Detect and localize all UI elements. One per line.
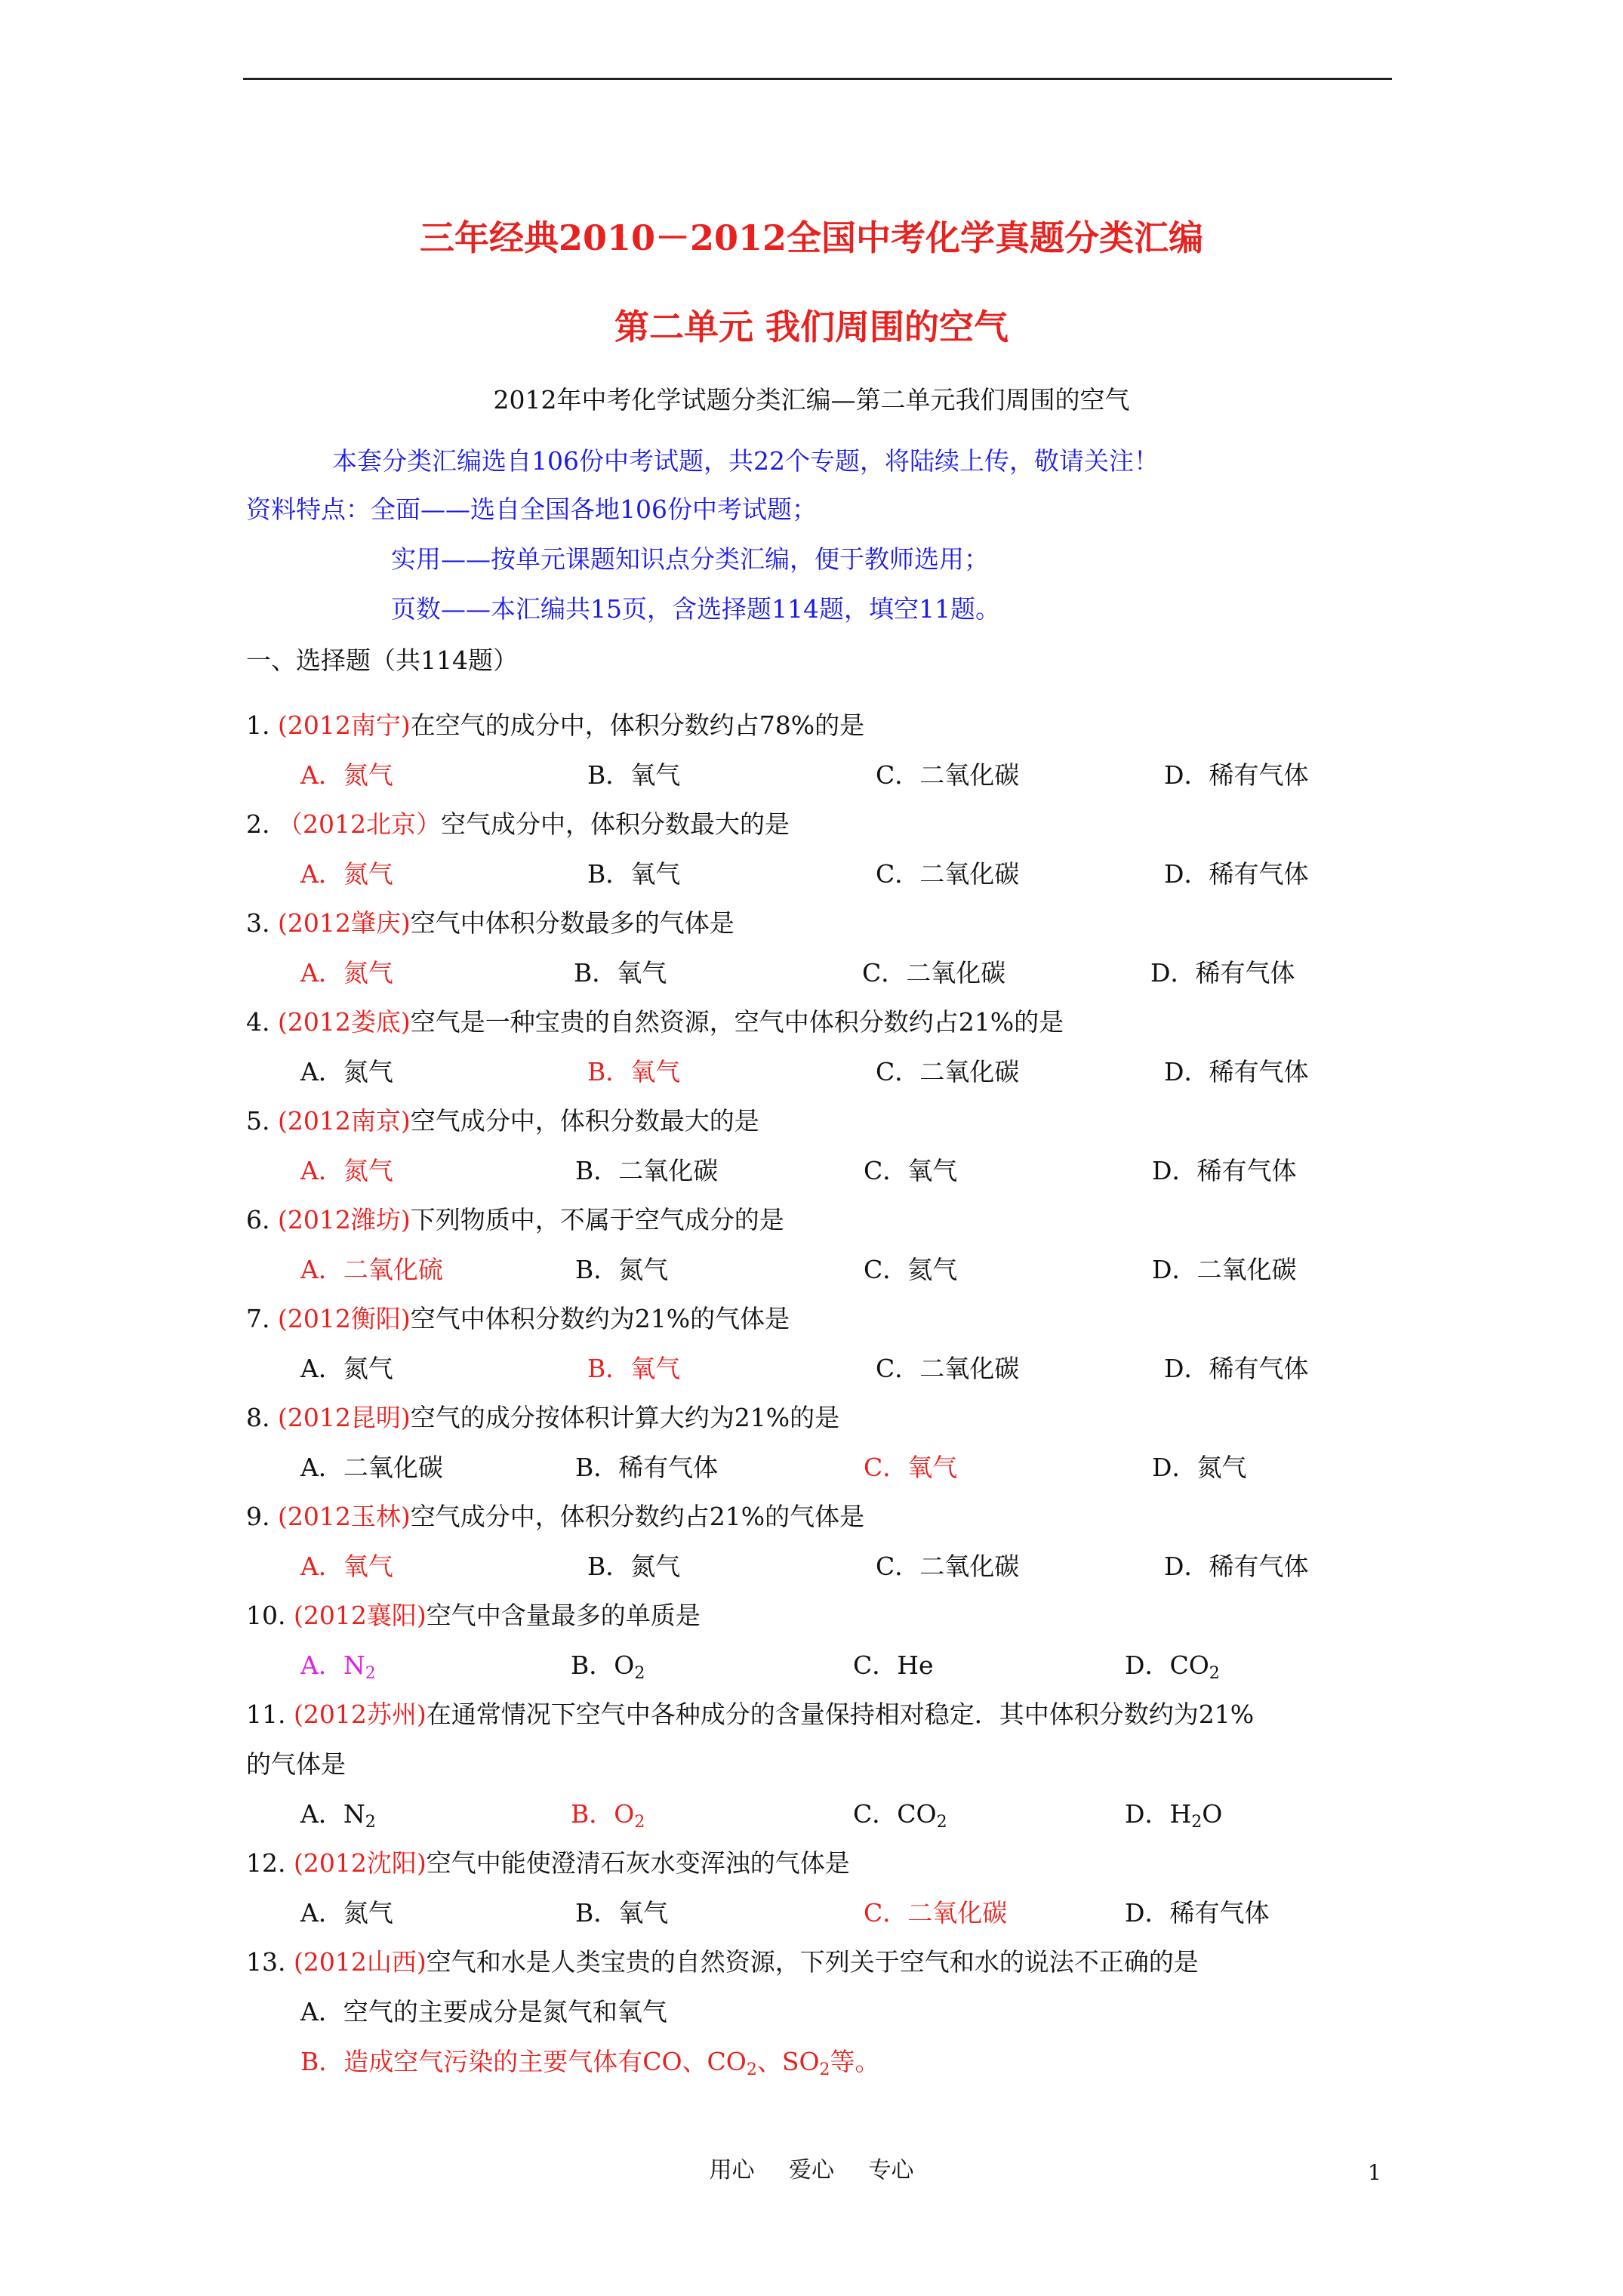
question-stem: 在空气的成分中，体积分数约占78%的是 (410, 710, 865, 740)
question-number: 13. (246, 1947, 286, 1977)
question-number: 1. (246, 710, 270, 740)
option-b: B．$O_2$ (571, 1799, 645, 1832)
option-c: C．氧气 (864, 1453, 958, 1482)
question-stem: 空气的成分按体积计算大约为21%的是 (410, 1403, 840, 1432)
option-c: C．二氧化碳 (876, 859, 1020, 889)
option-b: B．氧气 (587, 859, 681, 889)
question-source: (2012南宁) (278, 710, 411, 740)
question-stem: 空气成分中，体积分数最大的是 (410, 1106, 759, 1136)
option-a: A．氮气 (300, 1354, 393, 1383)
question-source: (2012襄阳) (293, 1601, 427, 1630)
question-number: 8. (246, 1403, 270, 1432)
option-d: D．稀有气体 (1164, 1057, 1309, 1086)
question-11 (246, 1697, 1254, 1732)
question-stem: 空气成分中，体积分数约占21%的气体是 (410, 1502, 865, 1531)
option-a: A．氮气 (300, 1156, 393, 1185)
question-number: 2. (246, 809, 270, 839)
intro-line-2: 资料特点：全面——选自全国各地106份中考试题； (246, 495, 817, 524)
option-d: D．稀有气体 (1164, 760, 1309, 790)
option-c: C．二氧化碳 (864, 1898, 1008, 1928)
question-number: 12. (246, 1848, 286, 1878)
option-d: D．稀有气体 (1164, 859, 1309, 889)
question-number: 9. (246, 1502, 270, 1531)
question-12 (246, 1846, 850, 1881)
option-c: C．二氧化碳 (876, 1354, 1020, 1383)
question-stem: 空气是一种宝贵的自然资源，空气中体积分数约占21%的是 (410, 1007, 1064, 1037)
option-c: C．氦气 (864, 1255, 958, 1284)
option-a: A．二氧化硫 (300, 1255, 443, 1284)
question-2 (246, 807, 790, 842)
question-3 (246, 906, 735, 941)
option-a: A．氧气 (300, 1552, 393, 1581)
section-heading: 一、选择题（共114题） (246, 646, 518, 675)
option-a: A．氮气 (300, 760, 393, 790)
option-a: A．氮气 (300, 859, 393, 889)
question-source: (2012南京) (278, 1106, 411, 1136)
option-d: D．稀有气体 (1152, 1156, 1297, 1185)
question-stem: 空气中含量最多的单质是 (426, 1601, 701, 1630)
question-stem: 下列物质中，不属于空气成分的是 (410, 1205, 784, 1234)
option-c: C．二氧化碳 (876, 1057, 1020, 1086)
option-a: A．二氧化碳 (300, 1453, 443, 1482)
option-b: B．稀有气体 (575, 1453, 719, 1482)
option-d: D．稀有气体 (1164, 1552, 1309, 1581)
option-b: B．氧气 (587, 760, 681, 790)
option-d: D．稀有气体 (1125, 1898, 1270, 1928)
option-c: C．He (853, 1650, 934, 1680)
option-b: B．氧气 (587, 1354, 681, 1383)
option-b: B．氮气 (575, 1255, 669, 1284)
question-7 (246, 1302, 790, 1336)
question-13 (246, 1945, 1199, 1980)
question-number: 5. (246, 1106, 270, 1136)
subtitle: 2012年中考化学试题分类汇编—第二单元我们周围的空气 (493, 385, 1130, 415)
question-stem: 空气和水是人类宝贵的自然资源，下列关于空气和水的说法不正确的是 (426, 1947, 1199, 1977)
question-source: (2012苏州) (293, 1700, 427, 1729)
page-number: 1 (1368, 2160, 1381, 2185)
option-d: D．稀有气体 (1164, 1354, 1309, 1383)
question-1 (246, 708, 864, 743)
option-a: A．氮气 (300, 1898, 393, 1928)
unit-title: 第二单元 我们周围的空气 (614, 307, 1009, 347)
option-b: B．氧气 (574, 958, 667, 988)
question-number: 6. (246, 1205, 270, 1234)
footer-middle: 爱心 (789, 2157, 834, 2184)
intro-line-3: 实用——按单元课题知识点分类汇编，便于教师选用； (391, 544, 989, 574)
option-c: C．二氧化碳 (876, 760, 1020, 790)
question-number: 4. (246, 1007, 270, 1037)
question-source: (2012昆明) (278, 1403, 411, 1432)
question-stem: 在通常情况下空气中各种成分的含量保持相对稳定．其中体积分数约为21% (426, 1700, 1255, 1729)
option-a: A．氮气 (300, 958, 393, 988)
intro-line-4: 页数——本汇编共15页，含选择题114题，填空11题。 (391, 594, 1000, 624)
question-stem: 空气中体积分数约为21%的气体是 (410, 1304, 790, 1333)
question-9 (246, 1499, 864, 1534)
question-number: 7. (246, 1304, 270, 1333)
option-a: A．氮气 (300, 1057, 393, 1086)
question-4 (246, 1005, 1064, 1040)
option-b: B．造成空气污染的主要气体有CO、$CO_2$、$SO_2$等。 (300, 2047, 880, 2079)
footer-right: 专心 (868, 2157, 914, 2184)
question-stem: 空气中能使澄清石灰水变浑浊的气体是 (426, 1848, 850, 1878)
question-source: (2012衡阳) (278, 1304, 411, 1333)
question-source: (2012玉林) (278, 1502, 411, 1531)
option-c: C．$CO_2$ (853, 1799, 947, 1832)
footer-left: 用心 (709, 2157, 755, 2184)
document-title: 三年经典2010－2012全国中考化学真题分类汇编 (419, 217, 1204, 258)
option-b: B．氧气 (587, 1057, 681, 1086)
question-number: 3. (246, 908, 270, 938)
question-stem: 空气中体积分数最多的气体是 (410, 908, 735, 938)
question-source: (2012山西) (293, 1947, 427, 1977)
option-d: D．二氧化碳 (1152, 1255, 1297, 1284)
option-b: B．二氧化碳 (575, 1156, 719, 1185)
option-a: A．空气的主要成分是氮气和氧气 (300, 1997, 667, 2026)
question-6 (246, 1203, 784, 1237)
question-number: 11. (246, 1700, 286, 1729)
question-source: （2012北京） (278, 809, 441, 839)
option-c: C．二氧化碳 (876, 1552, 1020, 1581)
option-c: C．氧气 (864, 1156, 958, 1185)
intro-line-1: 本套分类汇编选自106份中考试题，共22个专题，将陆续上传，敬请关注！ (332, 446, 1159, 476)
option-a: A．$N_2$ (300, 1650, 376, 1683)
option-b: B．$O_2$ (571, 1650, 645, 1683)
question-number: 10. (246, 1601, 286, 1630)
question-stem: 空气成分中，体积分数最大的是 (440, 809, 790, 839)
header-rule (243, 78, 1392, 80)
question-10 (246, 1598, 701, 1633)
option-d: D．氮气 (1152, 1453, 1247, 1482)
option-c: C．二氧化碳 (862, 958, 1006, 988)
option-b: B．氮气 (587, 1552, 681, 1581)
question-5 (246, 1104, 759, 1139)
option-a: A．$N_2$ (300, 1799, 376, 1832)
question-8 (246, 1401, 839, 1435)
question-source: (2012肇庆) (278, 908, 411, 938)
question-source: (2012娄底) (278, 1007, 411, 1037)
option-d: D．$H_2O$ (1125, 1799, 1223, 1832)
question-source: (2012潍坊) (278, 1205, 411, 1234)
question-source: (2012沈阳) (293, 1848, 427, 1878)
option-d: D．稀有气体 (1150, 958, 1295, 988)
option-b: B．氧气 (575, 1898, 669, 1928)
option-d: D．$CO_2$ (1125, 1650, 1220, 1683)
question-11-continued: 的气体是 (246, 1749, 346, 1779)
